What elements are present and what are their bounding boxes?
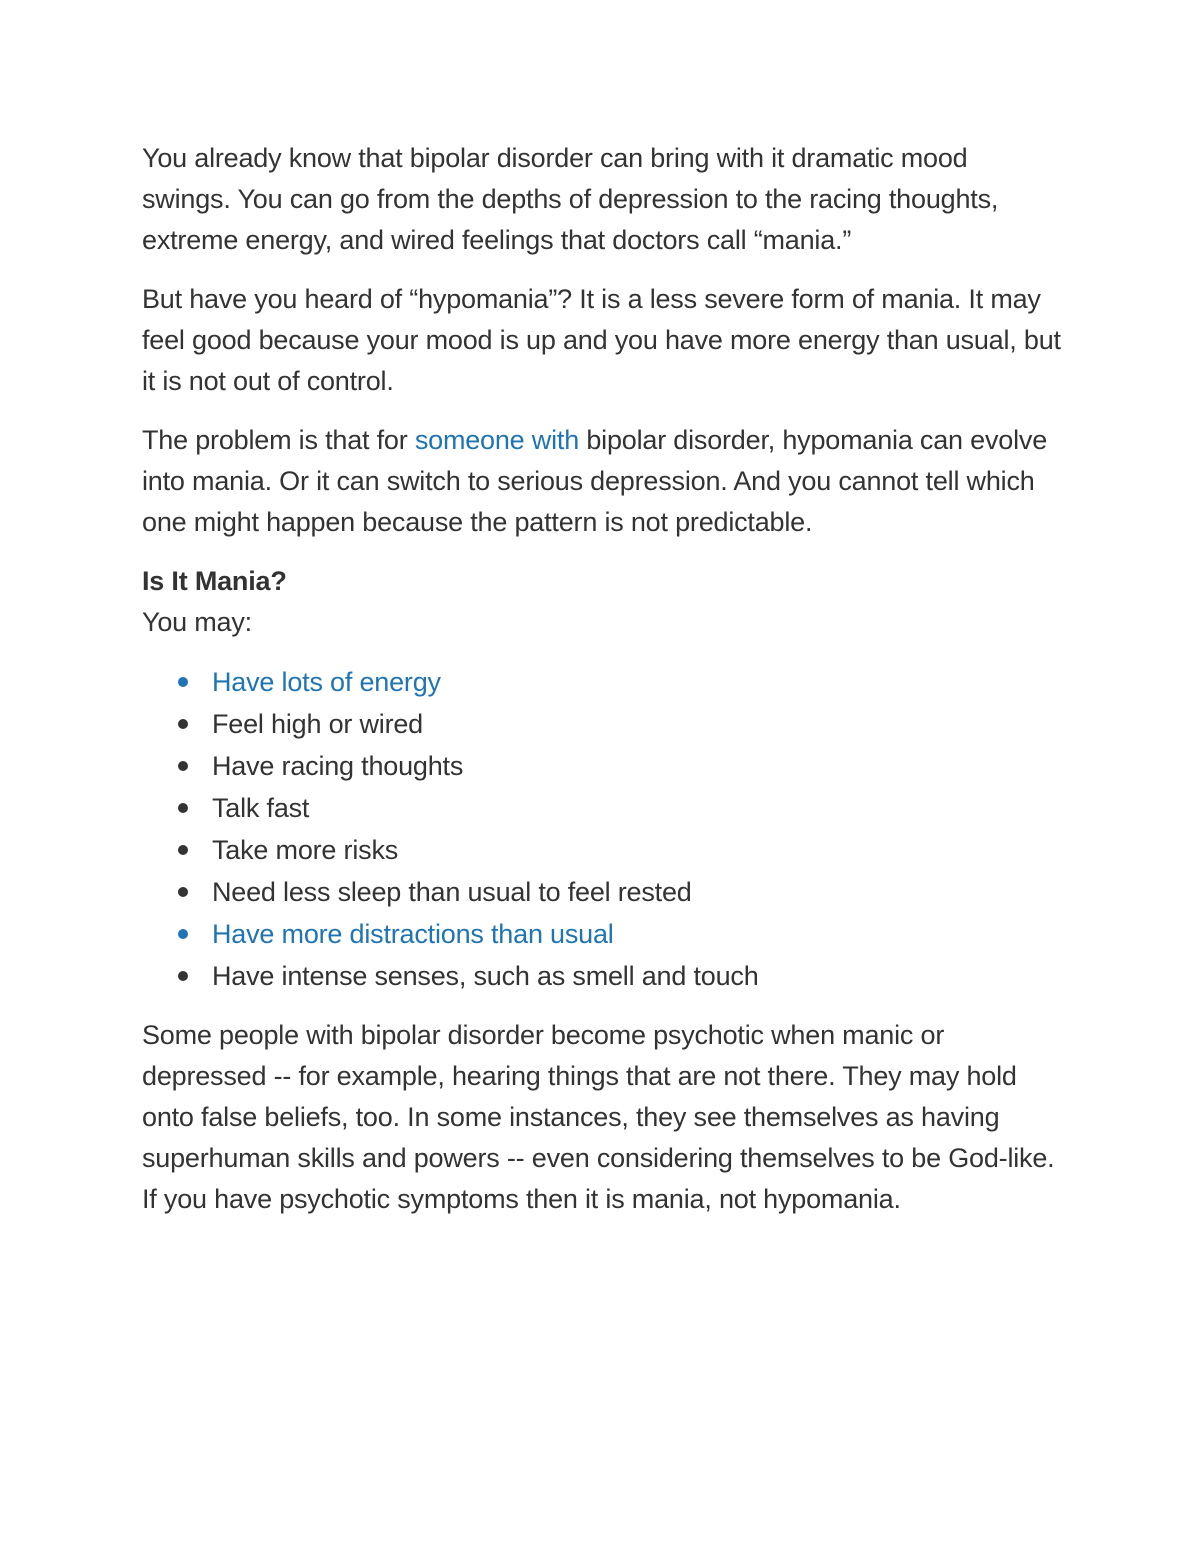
bullet-icon	[178, 887, 188, 897]
paragraph-intro: You already know that bipolar disorder can bring with it dramatic mood swings. You can go from the depths of depression to the racing thoughts, extreme energy, and wired feelings that doctors call “mania.”	[142, 143, 999, 255]
section-heading: Is It Mania?	[142, 566, 287, 596]
list-item-text: Talk fast	[212, 793, 310, 823]
document-page	[142, 138, 1062, 1238]
list-item	[142, 955, 1062, 997]
list-item-text: Have racing thoughts	[212, 751, 464, 781]
list-item	[142, 871, 1062, 913]
paragraph-hypomania: But have you heard of “hypomania”? It is a less severe form of mania. It may feel good because your mood is up and you have more energy than usual, but it is not out of control.	[142, 284, 1061, 396]
have-more-distractions-link[interactable]: Have more distractions than usual	[212, 919, 614, 949]
list-item-text: Feel high or wired	[212, 709, 424, 739]
have-lots-of-energy-link[interactable]: Have lots of energy	[212, 667, 441, 697]
bullet-icon	[178, 761, 188, 771]
bullet-icon	[178, 803, 188, 813]
list-item-text: Need less sleep than usual to feel rested	[212, 877, 692, 907]
list-item-text: Take more risks	[212, 835, 399, 865]
bullet-icon	[178, 677, 188, 687]
list-item-text: Have intense senses, such as smell and touch	[212, 961, 759, 991]
list-item	[142, 745, 1062, 787]
bullet-icon	[178, 971, 188, 981]
bullet-icon	[178, 845, 188, 855]
list-item	[142, 661, 1062, 703]
list-item	[142, 787, 1062, 829]
bullet-icon	[178, 719, 188, 729]
paragraph-psychotic: Some people with bipolar disorder become psychotic when manic or depressed -- for example, hearing things that are not there. They may hold onto false beliefs, too. In some instances, they see themselves as having superhuman skills and powers -- even considering themselves to be God-like. If you have psychotic symptoms then it is mania, not hypomania.	[142, 1020, 1055, 1214]
someone-with-link[interactable]: someone with	[414, 425, 580, 455]
symptom-list	[142, 661, 1062, 997]
section-intro: You may:	[142, 607, 252, 637]
list-item	[142, 913, 1062, 955]
paragraph-problem-text-start: The problem is that for	[142, 425, 415, 455]
list-item	[142, 829, 1062, 871]
bullet-icon	[178, 929, 188, 939]
paragraph-problem-text-end: bipolar disorder, hypomania can evolve into mania. Or it can switch to serious depression. And you cannot tell which one might happen because the pattern is not predictable.	[142, 425, 1048, 537]
list-item	[142, 703, 1062, 745]
paragraph-problem	[142, 420, 1062, 543]
